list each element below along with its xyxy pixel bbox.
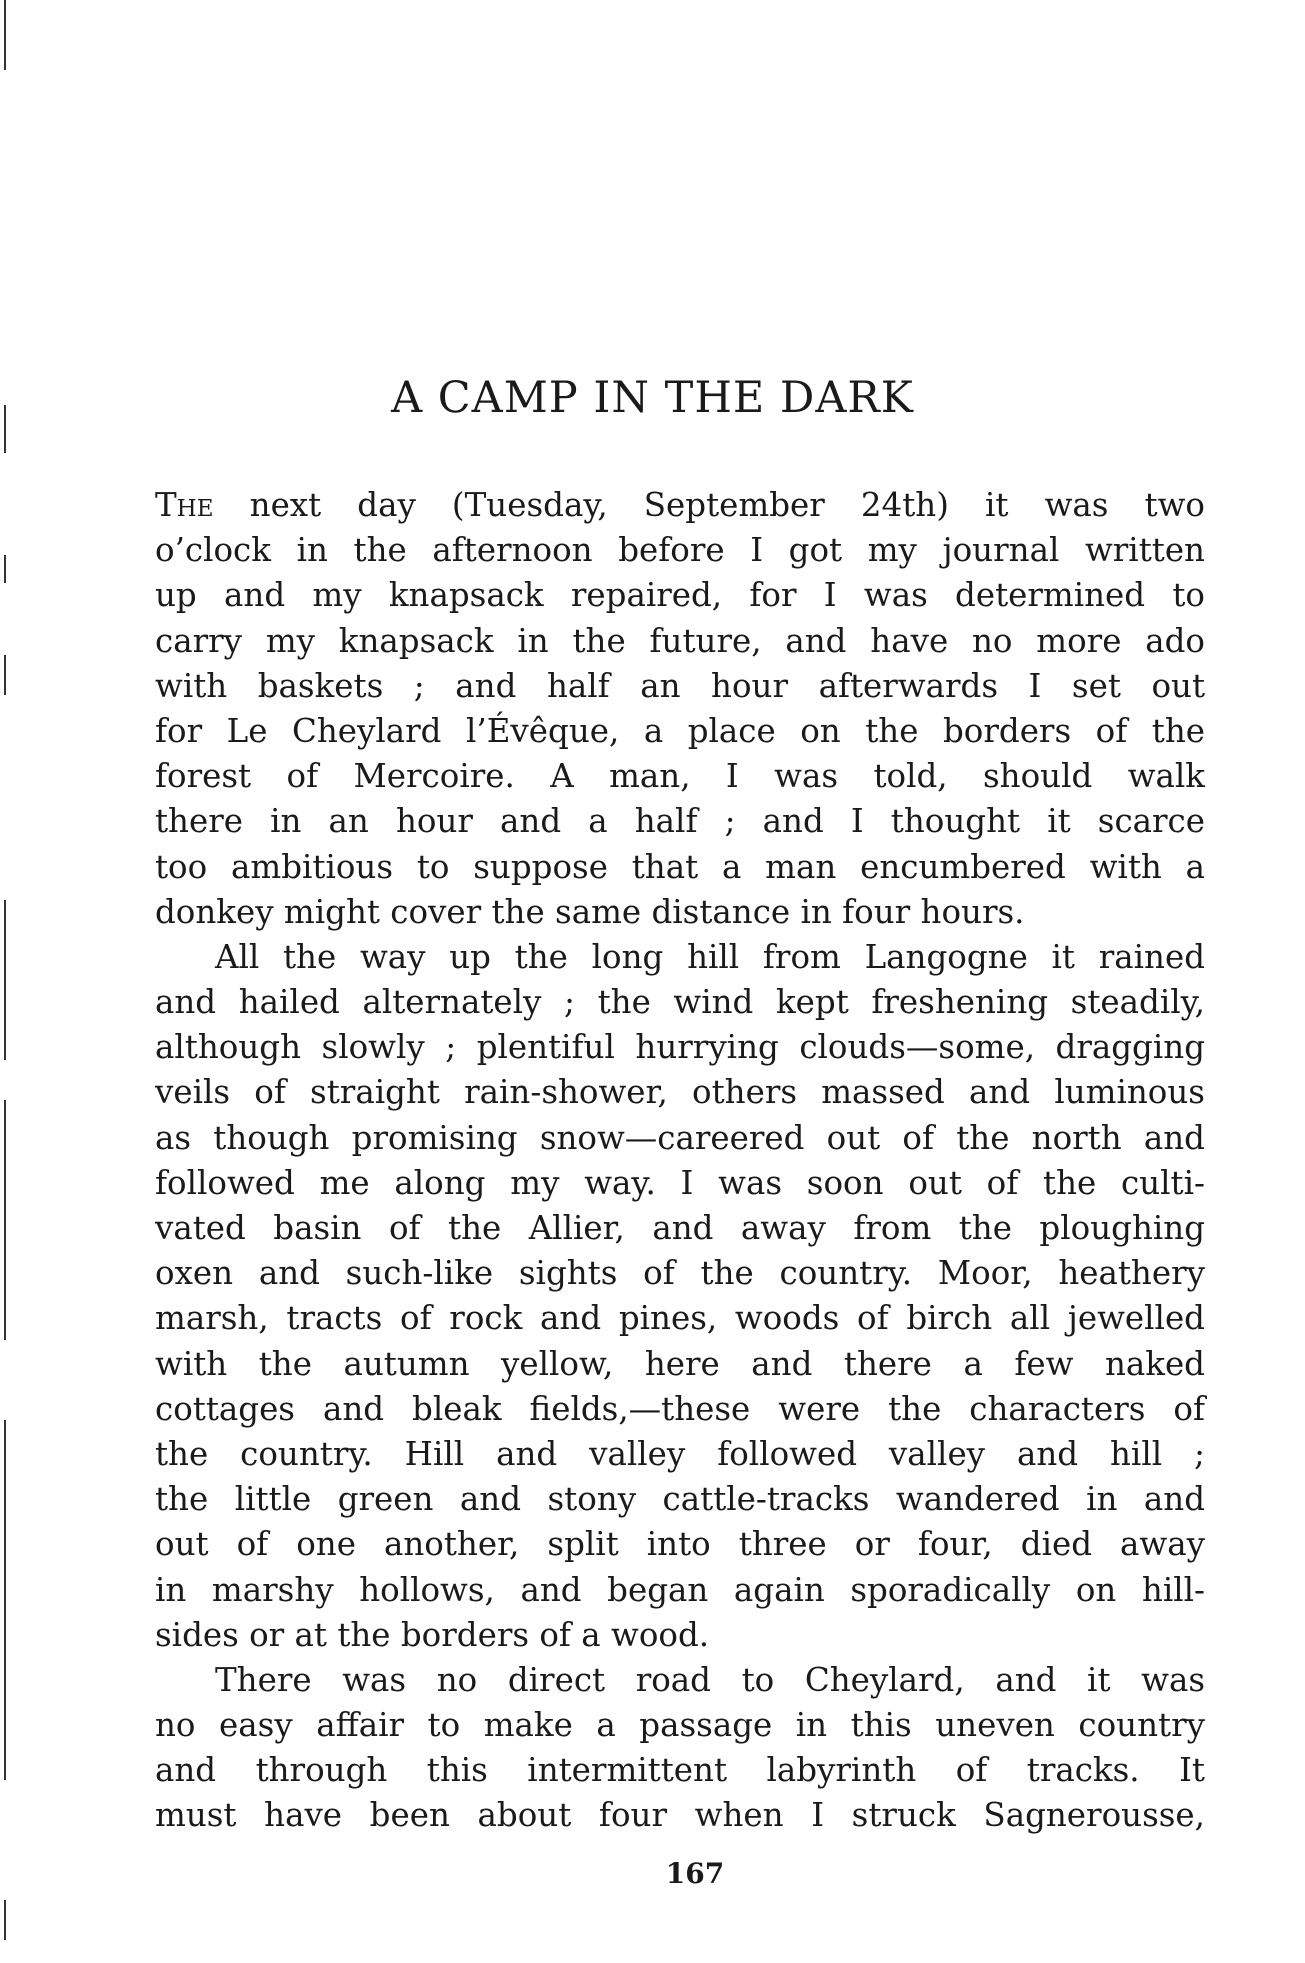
- text-line: up and my knapsack repaired, for I was determined to: [155, 576, 1205, 615]
- text-line: in marshy hollows, and began again sporadically on hill-: [155, 1570, 1205, 1609]
- text-line: for Le Cheylard l’Évêque, a place on the borders of the: [155, 711, 1205, 750]
- text-line: carry my knapsack in the future, and have no more ado: [155, 621, 1205, 660]
- text-line: o’clock in the afternoon before I got my journal written: [155, 531, 1205, 570]
- text-line: There was no direct road to Cheylard, and it was: [215, 1660, 1205, 1699]
- text-line: there in an hour and a half ; and I thought it scarce: [155, 802, 1205, 841]
- text-line: donkey might cover the same distance in four hours.: [155, 892, 1025, 931]
- text-line: and hailed alternately ; the wind kept freshening steadily,: [155, 983, 1205, 1022]
- text-line: cottages and bleak fields,—these were the characters of: [155, 1389, 1205, 1428]
- lead-word: The: [155, 486, 214, 524]
- text-line: the country. Hill and valley followed valley and hill ;: [155, 1434, 1205, 1473]
- text-line: too ambitious to suppose that a man encumbered with a: [155, 847, 1205, 886]
- paragraph-3: [155, 1658, 1205, 1839]
- text-line: The next day (Tuesday, September 24th) it was two: [155, 486, 1205, 524]
- text-line: forest of Mercoire. A man, I was told, should walk: [155, 757, 1205, 796]
- body-text: [155, 483, 1205, 1839]
- text-line: sides or at the borders of a wood.: [155, 1615, 710, 1654]
- text-line: must have been about four when I struck Sagnerousse,: [155, 1796, 1205, 1835]
- text-line: All the way up the long hill from Langogne it rained: [215, 937, 1205, 976]
- page-number: 167: [665, 1857, 725, 1890]
- text-line: vated basin of the Allier, and away from the ploughing: [155, 1209, 1205, 1247]
- paragraph-1: [155, 483, 1205, 935]
- text-line: oxen and such-like sights of the country. Moor, heathery: [155, 1254, 1205, 1293]
- text-line: followed me along my way. I was soon out of the culti-: [155, 1163, 1205, 1202]
- text-line: as though promising snow—careered out of the north and: [155, 1118, 1205, 1157]
- chapter-title: A CAMP IN THE DARK: [391, 373, 914, 423]
- text-line: with the autumn yellow, here and there a few naked: [155, 1344, 1205, 1383]
- text-line: veils of straight rain-shower, others massed and luminous: [155, 1073, 1205, 1112]
- text-line: although slowly ; plentiful hurrying clouds—some, dragging: [155, 1028, 1205, 1067]
- text-line: with baskets ; and half an hour afterwards I set out: [155, 666, 1205, 705]
- text-line: no easy affair to make a passage in this uneven country: [155, 1706, 1205, 1745]
- paragraph-2: [155, 935, 1205, 1658]
- text-line: out of one another, split into three or four, died away: [155, 1525, 1205, 1564]
- binding-edge: [0, 0, 14, 1963]
- text-line: marsh, tracts of rock and pines, woods of birch all jewelled: [155, 1299, 1205, 1338]
- text-line: the little green and stony cattle-tracks wandered in and: [155, 1480, 1205, 1519]
- text-line: and through this intermittent labyrinth of tracks. It: [155, 1751, 1205, 1790]
